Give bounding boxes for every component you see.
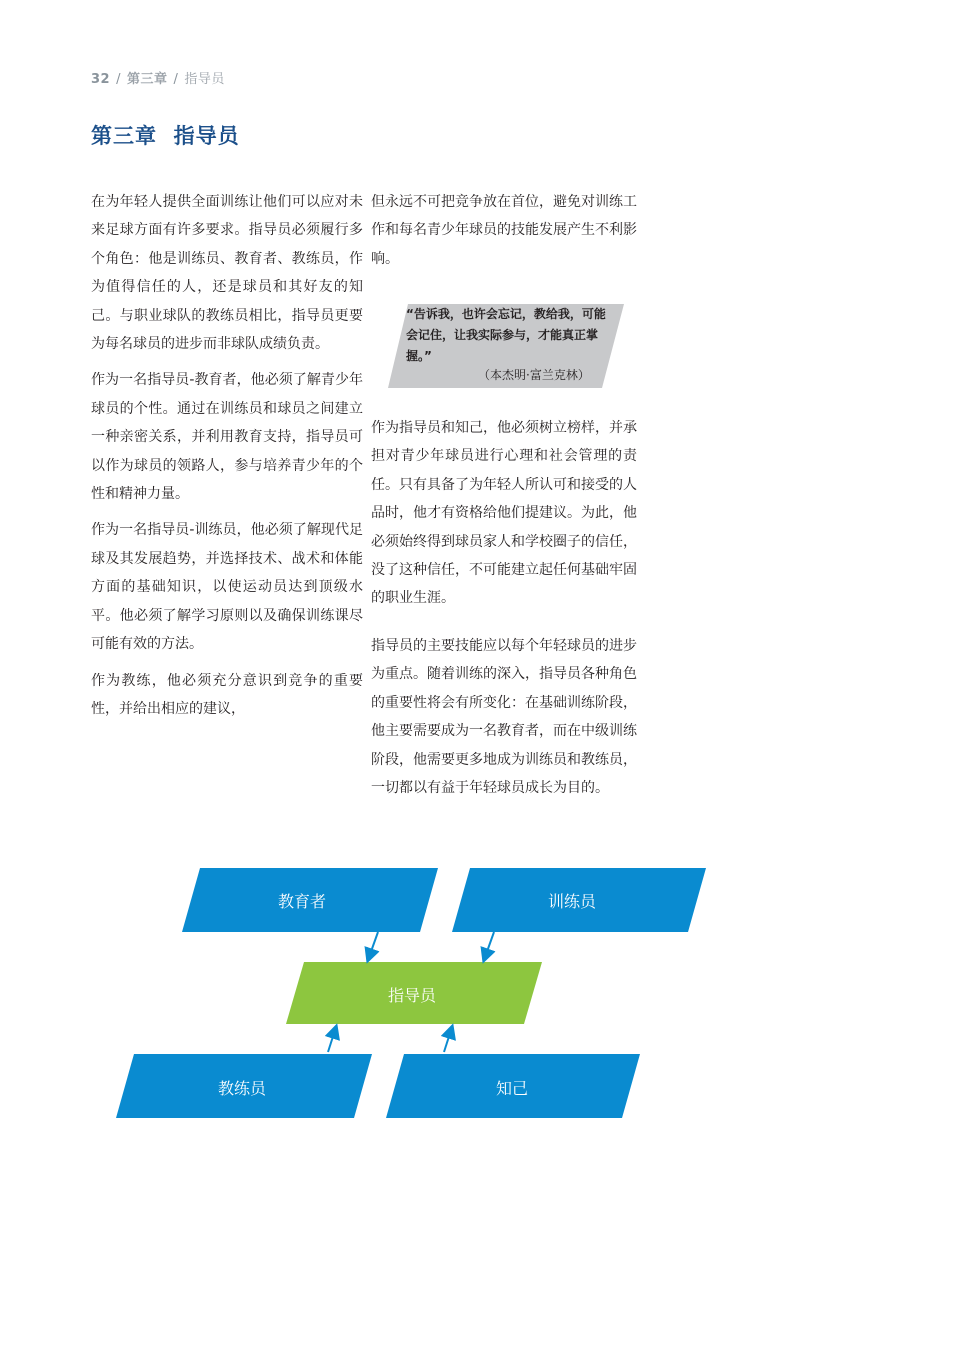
- left-column: [91, 188, 363, 731]
- running-chapter: 第三章: [126, 72, 168, 87]
- label-center: 指导员: [387, 986, 436, 1005]
- paragraph: 指导员的主要技能应以每个年轻球员的进步为重点。随着训练的深入，指导员各种角色的重要性将会有所变化：在基础训练阶段，他主要需要成为一名教育者，而在中级训练阶段，他需要更多地成为训练员和教练员，一切都以有益于年轻球员成长为目的。: [371, 638, 637, 797]
- paragraph: 但永远不可把竞争放在首位，避免对训练工作和每名青少年球员的技能发展产生不利影响。: [371, 194, 637, 267]
- label-confidant: 知己: [495, 1079, 528, 1098]
- paragraph: 在为年轻人提供全面训练让他们可以应对未来足球方面有许多要求。指导员必须履行多个角色：他是训练员、教育者、教练员，作为值得信任的人，还是球员和其好友的知己。与职业球队的教练员相比，指导员更要为每名球员的进步而非球队成绩负责。: [91, 194, 363, 353]
- running-head: [91, 68, 225, 87]
- role-diagram: [110, 862, 710, 1124]
- arrow: [328, 1027, 336, 1052]
- arrow: [484, 932, 494, 960]
- label-coach: 教练员: [217, 1079, 266, 1098]
- separator: /: [173, 72, 179, 87]
- paragraph: 作为一名指导员-教育者，他必须了解青少年球员的个性。通过在训练员和球员之间建立一种亲密关系，并利用教育支持，指导员可以作为球员的领路人，参与培养青少年的个性和精神力量。: [91, 372, 363, 503]
- label-trainer: 训练员: [547, 892, 596, 911]
- label-educator: 教育者: [277, 892, 326, 911]
- page-number: 32: [91, 72, 111, 87]
- right-column-top: [371, 188, 637, 281]
- quote-source: （本杰明·富兰克林）: [478, 368, 590, 382]
- right-column-bottom: [371, 632, 637, 810]
- right-column-mid: [371, 414, 637, 621]
- paragraph: 作为指导员和知己，他必须树立榜样，并承担对青少年球员进行心理和社会管理的责任。只有具备了为年轻人所认可和接受的人品时，他才有资格给他们提建议。为此，他必须始终得到球员家人和学校圈子的信任，没了这种信任，不可能建立起任何基础牢固的职业生涯。: [371, 420, 637, 607]
- separator: /: [116, 72, 121, 87]
- arrow: [444, 1027, 452, 1052]
- running-section: 指导员: [184, 72, 225, 87]
- pull-quote: [388, 304, 624, 388]
- paragraph: 作为一名指导员-训练员，他必须了解现代足球及其发展趋势，并选择技术、战术和体能方面的基础知识，以使运动员达到顶级水平。他必须了解学习原则以及确保训练课尽可能有效的方法。: [91, 522, 363, 653]
- arrow: [368, 932, 378, 960]
- quote-text: “告诉我，也许会忘记，教给我，可能会记住，让我实际参与，才能真正掌握。”: [406, 307, 606, 363]
- chapter-title: 第三章 指导员: [91, 124, 240, 148]
- paragraph: 作为教练，他必须充分意识到竞争的重要性，并给出相应的建议，: [91, 672, 363, 717]
